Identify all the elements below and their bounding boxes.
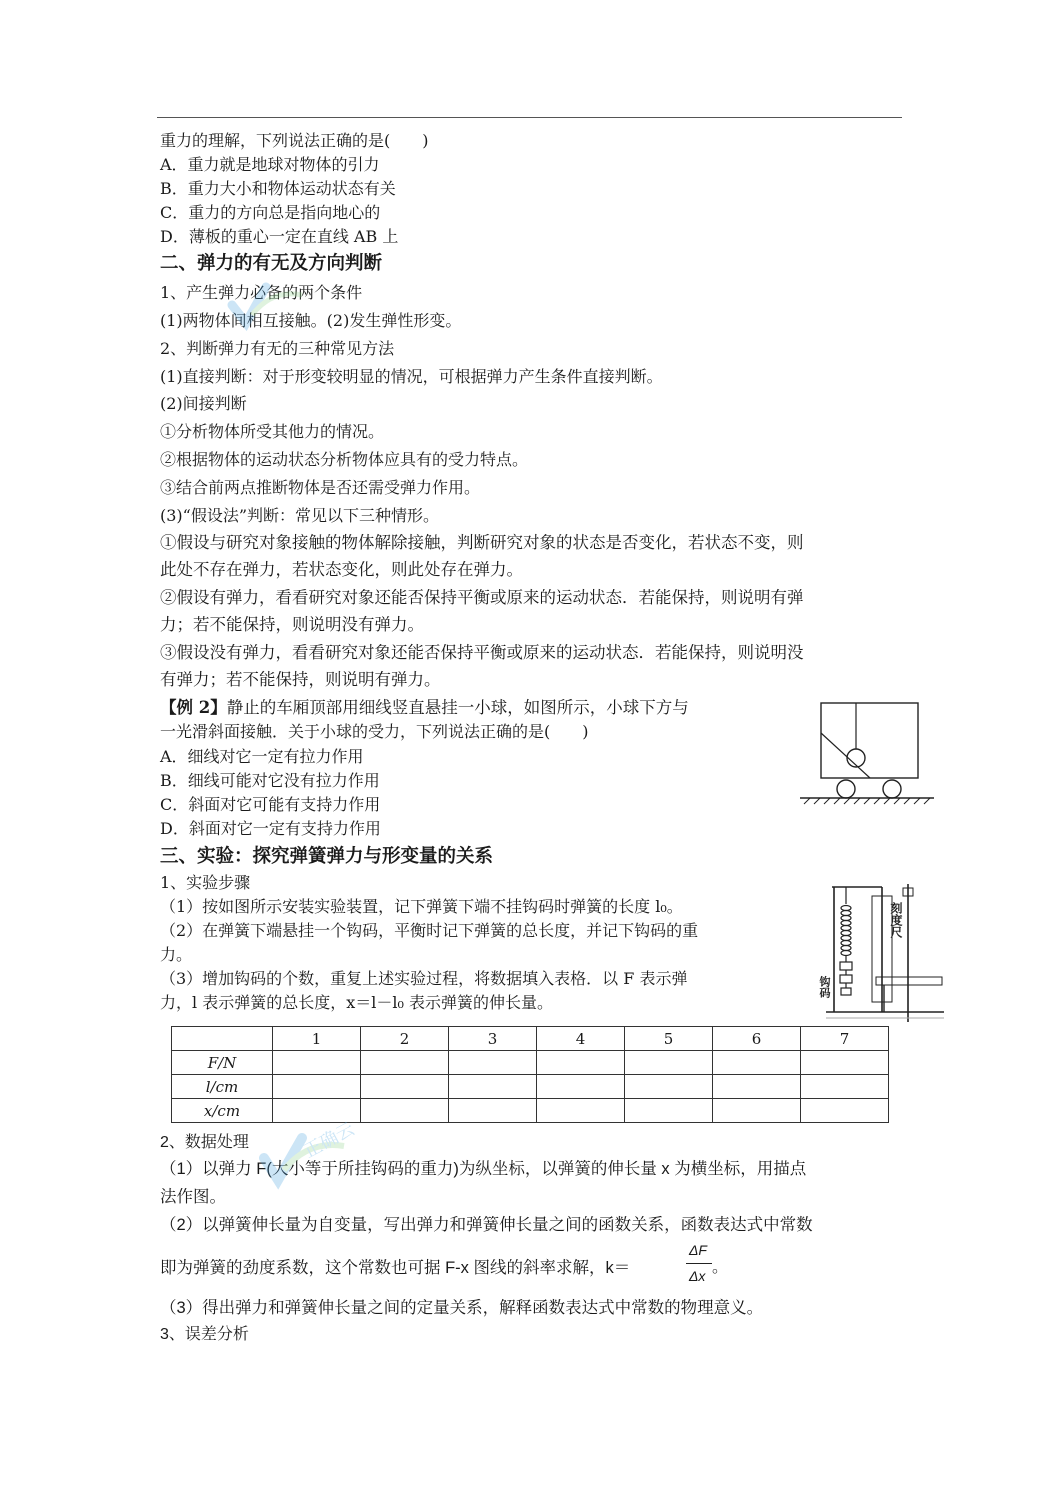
data-step-1-cont: 法作图。 [160,1188,226,1206]
header-rule [157,117,902,118]
step-3: （3）增加钩码的个数，重复上述实验过程，将数据填入表格．以 F 表示弹 [160,969,688,988]
column-header: 7 [801,1027,889,1051]
fraction-period: 。 [712,1259,729,1276]
ex2-option-b: B．细线可能对它没有拉力作用 [160,771,380,790]
step-2: （2）在弹簧下端悬挂一个钩码，平衡时记下弹簧的总长度，并记下钩码的重 [160,921,699,940]
option-b: B．重力大小和物体运动状态有关 [160,179,396,198]
wheel-right [883,780,901,798]
data-heading: 2、数据处理 [160,1134,249,1151]
s2-line: (2)间接判断 [160,394,247,413]
column-header: 1 [273,1027,361,1051]
s2-line: 2、判断弹力有无的三种常见方法 [160,339,395,358]
ball [847,749,865,767]
section-2-title: 二、弹力的有无及方向判断 [160,253,383,274]
s2-line: 1、产生弹力必备的两个条件 [160,283,363,302]
cart-body [821,703,918,778]
column-header: 3 [449,1027,537,1051]
s2-line: ②根据物体的运动状态分析物体应具有的受力特点。 [160,450,529,469]
ex2-option-c: C．斜面对它可能有支持力作用 [160,795,381,814]
table-row [172,1075,889,1099]
watermark-logo [248,1118,368,1198]
section-3-title: 三、实验：探究弹簧弹力与形变量的关系 [160,846,494,867]
column-header: 5 [625,1027,713,1051]
option-c: C．重力的方向总是指向地心的 [160,203,381,222]
data-step-1: （1）以弹力 F(大小等于所挂钩码的重力)为纵坐标，以弹簧的伸长量 x 为横坐标，用描点 [160,1160,807,1178]
data-step-2-cont [160,1258,630,1278]
spring [841,887,851,962]
wheel-left [837,780,855,798]
ex2-option-d: D．斜面对它一定有支持力作用 [160,819,381,838]
spring-apparatus-figure [818,882,946,1022]
base-plate [876,977,942,985]
option-d: D．薄板的重心一定在直线 AB 上 [160,227,399,246]
data-step-2: （2）以弹簧伸长量为自变量，写出弹力和弹簧伸长量之间的函数关系，函数表达式中常数 [160,1216,813,1234]
column-header: 2 [361,1027,449,1051]
data-table [171,1026,889,1123]
example-2-stem [160,698,689,718]
s2-line: (3)“假设法”判断：常见以下三种情形。 [160,506,440,525]
watermark-text: 正确云 [300,1118,358,1162]
cart-figure [798,698,936,806]
steps-heading: 1、实验步骤 [160,873,251,892]
fraction-bar [686,1263,712,1264]
hook-weights [840,962,852,995]
table-header-row [172,1027,889,1051]
s2-line: ②假设有弹力，看看研究对象还能否保持平衡或原来的运动状态．若能保持，则说明有弹 [160,588,804,607]
s2-line: 此处不存在弹力，若状态变化，则此处存在弹力。 [160,560,523,579]
example-stem-text: 静止的车厢顶部用细线竖直悬挂一小球，如图所示，小球下方与 [226,698,689,717]
example-2-stem-2: 一光滑斜面接触．关于小球的受力，下列说法正确的是( ) [160,722,589,741]
step-1: （1）按如图所示安装实验装置，记下弹簧下端不挂钩码时弹簧的长度 l₀。 [160,897,683,916]
s2-line: ③假设没有弹力，看看研究对象还能否保持平衡或原来的运动状态．若能保持，则说明没 [160,643,804,662]
question-stem: 重力的理解，下列说法正确的是( ) [160,131,429,150]
ruler-label: 刻度尺 [889,902,903,938]
hook-label: 钩码 [818,976,830,998]
fraction-denominator: Δx [689,1268,706,1284]
error-heading: 3、误差分析 [160,1326,249,1343]
step-2-cont: 力。 [160,945,193,964]
header-corner [172,1027,273,1051]
s2-line: ③结合前两点推断物体是否还需受弹力作用。 [160,478,481,497]
fraction-numerator: ΔF [689,1242,707,1258]
table-row [172,1051,889,1075]
column-header: 4 [537,1027,625,1051]
column-header: 6 [713,1027,801,1051]
ex2-option-a: A．细线对它一定有拉力作用 [160,747,364,766]
row-header: x/cm [172,1099,273,1123]
data-step-3: （3）得出弹力和弹簧伸长量之间的定量关系，解释函数表达式中常数的物理意义。 [160,1299,764,1317]
step-3-cont: 力，l 表示弹簧的总长度，x＝l－l₀ 表示弹簧的伸长量。 [160,993,553,1012]
s2-line: 有弹力；若不能保持，则说明有弹力。 [160,670,441,689]
s2-line: (1)两物体间相互接触。(2)发生弹性形变。 [160,311,462,330]
s2-line: (1)直接判断：对于形变较明显的情况，可根据弹力产生条件直接判断。 [160,367,663,386]
example-label: 【例 2】 [160,698,227,717]
s2-line: ①假设与研究对象接触的物体解除接触，判断研究对象的状态是否变化，若状态不变，则 [160,533,804,552]
data-step-2-text: 即为弹簧的劲度系数，这个常数也可据 F-x 图线的斜率求解，k＝ [160,1259,631,1277]
s2-line: 力；若不能保持，则说明没有弹力。 [160,615,424,634]
row-header: l/cm [172,1075,273,1099]
option-a: A．重力就是地球对物体的引力 [160,155,380,174]
watermark-logo [222,275,312,335]
ground-hatch [804,798,930,804]
s2-line: ①分析物体所受其他力的情况。 [160,422,385,441]
row-header: F/N [172,1051,273,1075]
